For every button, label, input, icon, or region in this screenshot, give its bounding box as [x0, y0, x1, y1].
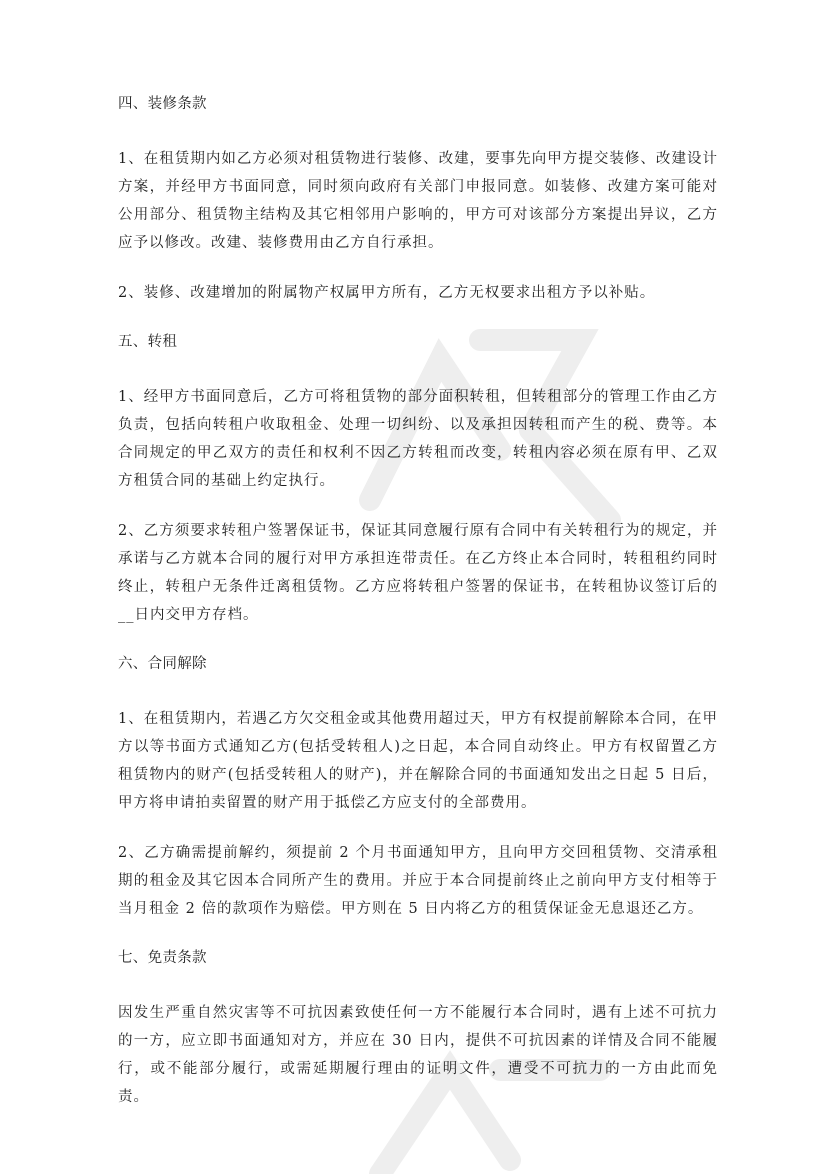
section-heading-force-majeure: 七、免责条款 [118, 950, 207, 966]
sublease-clause-1: 1、经甲方书面同意后，乙方可将租赁物的部分面积转租，但转租部分的管理工作由乙方负责，包括向转租户收取租金、处理一切纠纷、以及承担因转租而产生的税、费等。本合同规定的甲乙双方的责任和权利不因乙方转租而改变，转租内容必须在原有甲、乙双方租赁合同的基础上约定执行。 [118, 389, 718, 489]
document-body [118, 94, 718, 1133]
section-heading-renovation: 四、装修条款 [118, 96, 207, 112]
renovation-clause-1: 1、在租赁期内如乙方必须对租赁物进行装修、改建，要事先向甲方提交装修、改建设计方案，并经甲方书面同意，同时须向政府有关部门申报同意。如装修、改建方案可能对公用部分、租赁物主结构及其它相邻用户影响的，甲方可对该部分方案提出异议，乙方应予以修改。改建、装修费用由乙方自行承担。 [118, 151, 718, 251]
force-majeure-clause: 因发生严重自然灾害等不可抗因素致使任何一方不能履行本合同时，遇有上述不可抗力的一方，应立即书面通知对方，并应在 30 日内，提供不可抗因素的详情及合同不能履行，或不能部分履行，或需延期履行理由的证明文件，遭受不可抗力的一方由此而免责。 [118, 1005, 718, 1105]
section-heading-termination: 六、合同解除 [118, 656, 207, 672]
termination-clause-2: 2、乙方确需提前解约，须提前 2 个月书面通知甲方，且向甲方交回租赁物、交清承租期的租金及其它因本合同所产生的费用。并应于本合同提前终止之前向甲方支付相等于当月租金 2 倍的款项作为赔偿。甲方则在 5 日内将乙方的租赁保证金无息退还乙方。 [118, 845, 718, 917]
sublease-clause-2: 2、乙方须要求转租户签署保证书，保证其同意履行原有合同中有关转租行为的规定，并承诺与乙方就本合同的履行对甲方承担连带责任。在乙方终止本合同时，转租租约同时终止，转租户无条件迁离租赁物。乙方应将转租户签署的保证书，在转租协议签订后的__日内交甲方存档。 [118, 523, 718, 623]
termination-clause-1: 1、在租赁期内，若遇乙方欠交租金或其他费用超过天，甲方有权提前解除本合同，在甲方以等书面方式通知乙方(包括受转租人)之日起，本合同自动终止。甲方有权留置乙方租赁物内的财产(包括受转租人的财产)，并在解除合同的书面通知发出之日起 5 日后，甲方将申请拍卖留置的财产用于抵偿乙方应支付的全部费用。 [118, 711, 718, 811]
section-heading-sublease: 五、转租 [118, 334, 178, 350]
renovation-clause-2: 2、装修、改建增加的附属物产权属甲方所有，乙方无权要求出租方予以补贴。 [118, 285, 656, 301]
